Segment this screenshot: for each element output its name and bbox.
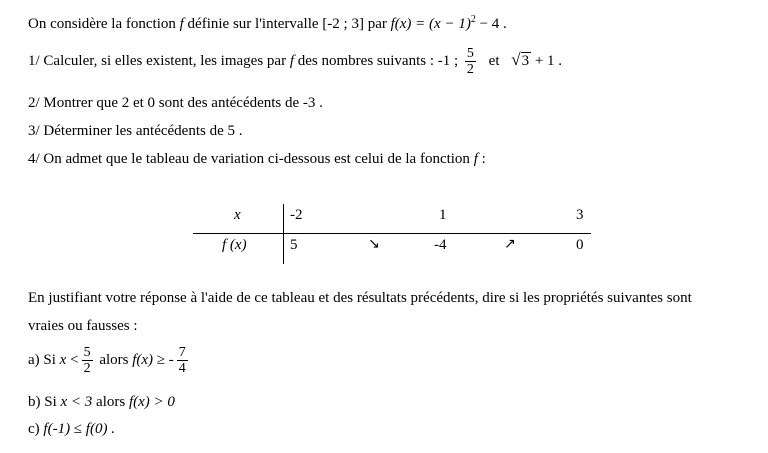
table-fx-value: 0: [576, 237, 584, 253]
intro-formula-tail: − 4 .: [475, 16, 507, 32]
proposition-b: [28, 394, 175, 411]
prop-b-label: b) Si: [28, 394, 61, 410]
intro-f: f: [179, 16, 184, 32]
prop-a-den: 2: [83, 361, 91, 376]
table-vertical-rule: [283, 204, 284, 264]
intro-exponent: 2: [470, 14, 476, 25]
prop-b-result: f(x) > 0: [128, 394, 175, 410]
prop-a-fx: f(x) ≥ -: [132, 351, 174, 368]
proposition-a: [28, 345, 191, 376]
intro-formula: f(x) = (x − 1): [390, 16, 471, 32]
prop-b-alors: alors: [92, 394, 129, 410]
prop-a-fraction: [82, 345, 93, 376]
prop-a-alors: alors: [95, 351, 133, 368]
table-x-label: x: [234, 207, 241, 223]
intro-interval: [-2 ; 3]: [322, 16, 364, 32]
prop-a-label: a) Si: [28, 351, 60, 368]
prop-b-cond: x < 3: [60, 394, 93, 410]
intro-par: par: [363, 16, 391, 32]
proposition-c: [28, 421, 115, 438]
prop-a-fraction-2: [177, 345, 188, 376]
prop-c-expr: f(-1) ≤ f(0) .: [43, 421, 115, 437]
q4-colon: :: [477, 151, 486, 167]
justify-line-2: vraies ou fausses :: [28, 318, 138, 334]
q1-tail: + 1 .: [534, 52, 563, 69]
question-2: 2/ Montrer que 2 et 0 sont des antécédents de -3 .: [28, 95, 323, 111]
intro-middle: définie sur l'intervalle: [183, 16, 323, 32]
q1-fraction: [465, 46, 476, 77]
table-x-value: 1: [439, 207, 447, 223]
q1-sqrt: √3: [511, 49, 530, 69]
justify-line-1: En justifiant votre réponse à l'aide de ce tableau et des résultats précédents, dire si les propriétés suivantes sont: [28, 290, 692, 306]
question-3: 3/ Déterminer les antécédents de 5 .: [28, 123, 243, 139]
prop-c-label: c): [28, 421, 44, 437]
q4-f: f: [473, 151, 478, 167]
q1-sqrt-arg: 3: [521, 52, 530, 69]
table-horizontal-rule: [193, 233, 591, 234]
decreasing-arrow-icon: ↘: [368, 236, 380, 252]
increasing-arrow-icon: ↗: [504, 236, 516, 252]
prop-a-num: 5: [83, 345, 91, 360]
question-1: [28, 46, 562, 77]
prop-a-den2: 4: [178, 361, 186, 376]
table-fx-value: 5: [290, 237, 298, 253]
q1-frac-den: 2: [466, 62, 474, 77]
prop-a-num2: 7: [178, 345, 186, 360]
q1-frac-num: 5: [466, 46, 474, 61]
table-fx-label: f (x): [222, 237, 247, 253]
prop-a-x: x: [59, 351, 67, 368]
prop-a-lt: <: [66, 351, 79, 368]
q1-f: f: [289, 52, 294, 69]
q1-et: et: [488, 52, 500, 69]
intro-prefix: On considère la fonction: [28, 16, 180, 32]
question-4: [28, 151, 486, 168]
table-fx-value: -4: [434, 237, 447, 253]
intro-line: [28, 14, 507, 33]
table-x-value: 3: [576, 207, 584, 223]
q4-text: 4/ On admet que le tableau de variation ci-dessous est celui de la fonction: [28, 151, 474, 167]
table-x-value: -2: [290, 207, 303, 223]
q1-text2: des nombres suivants : -1 ;: [294, 52, 459, 69]
q1-text: 1/ Calculer, si elles existent, les images par: [28, 52, 290, 69]
